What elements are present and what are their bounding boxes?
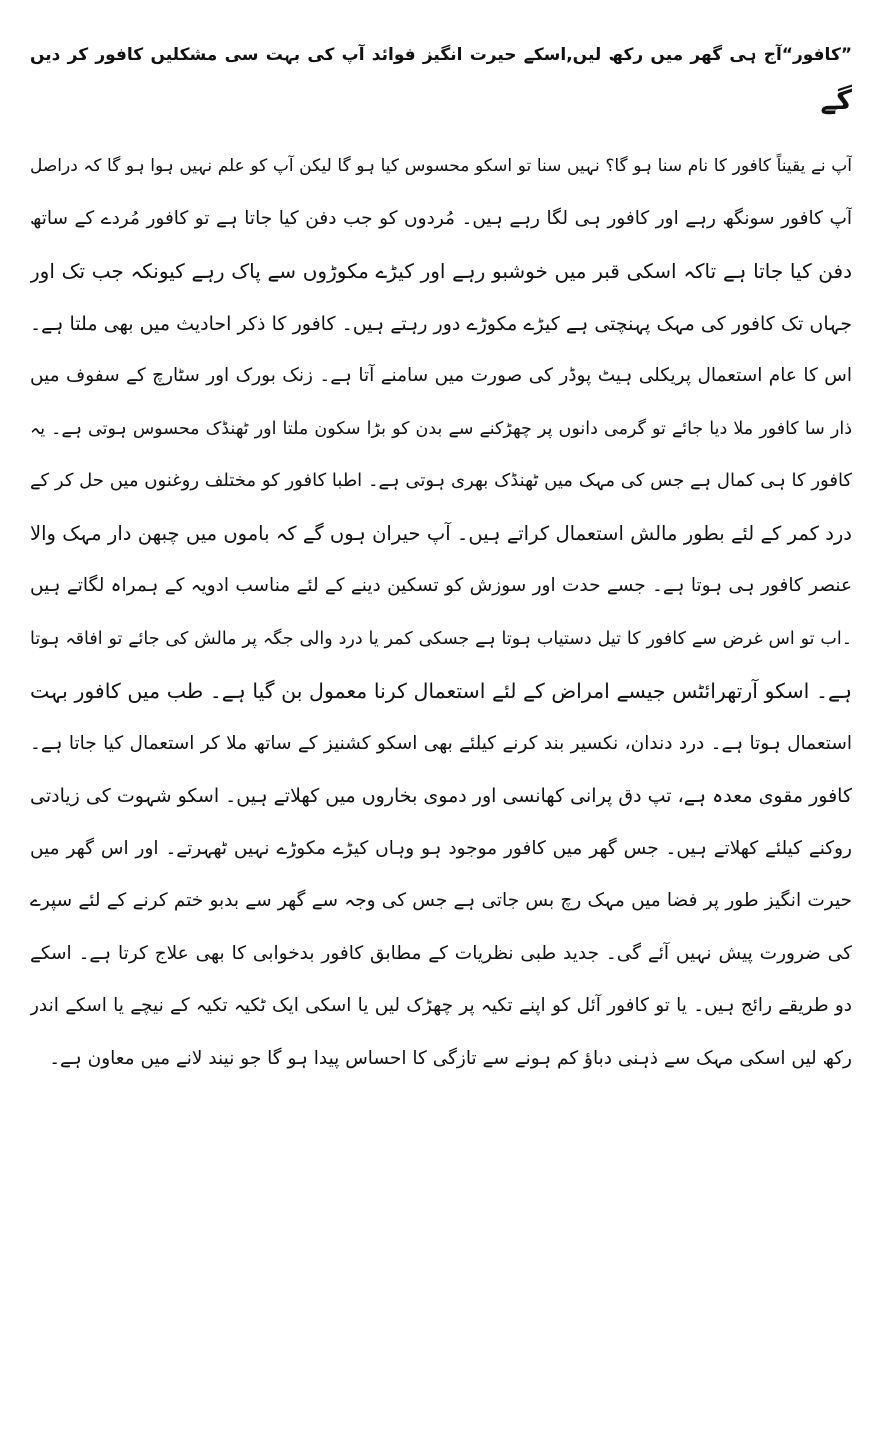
article-title	[30, 32, 852, 124]
body-line: دو طریقے رائج ہیں۔ یا تو کافور آئل کو اپنے تکیہ پر چھڑک لیں یا اسکی ایک ٹکیہ تکیہ کے نیچے یا اسکے اندر	[30, 995, 852, 1016]
body-line: درد کمر کے لئے بطور مالش استعمال کراتے ہیں۔ آپ حیران ہوں گے کہ باموں میں چبھن دار مہک والا	[30, 521, 852, 545]
body-line: رکھ لیں اسکی مہک سے ذہنی دباؤ کم ہونے سے تازگی کا احساس پیدا ہو گا جو نیند لانے میں معاون ہے۔	[49, 1047, 852, 1069]
body-line: استعمال ہوتا ہے۔ درد دندان، نکسیر بند کرنے کیلئے بھی اسکو کشنیز کے ساتھ ملا کر استعمال کیا جاتا ہے۔	[30, 732, 852, 754]
body-line: حیرت انگیز طور پر فضا میں مہک رچ بس جاتی ہے جس کی وجہ سے گھر سے بدبو ختم کرنے کے لئے سپرے	[30, 890, 852, 911]
body-line: عنصر کافور ہی ہوتا ہے۔ جسے حدت اور سوزش کو تسکین دینے کے لئے مناسب ادویہ کے ہمراہ لگاتے ہیں	[30, 575, 852, 596]
body-line: ہے۔ اسکو آرتھرائٹس جیسے امراض کے لئے استعمال کرنا معمول بن گیا ہے۔ طب میں کافور بہت	[30, 679, 852, 703]
body-line: اس کا عام استعمال پریکلی ہیٹ پوڈر کی صورت میں سامنے آتا ہے۔ زنک بورک اور سٹارچ کے سفوف میں	[30, 365, 852, 386]
body-line: جہاں تک کافور کی مہک پہنچتی ہے کیڑے مکوڑے دور رہتے ہیں۔ کافور کا ذکر احادیث میں بھی ملتا ہے۔	[30, 312, 852, 335]
body-line: ۔اب تو اس غرض سے کافور کا تیل دستیاب ہوتا ہے جسکی کمر یا درد والی جگہ پر مالش کی جائے تو افاقہ ہوتا	[30, 628, 852, 649]
title-line: ”کافور“آج ہی گھر میں رکھ لیں,اسکے حیرت انگیز فوائد آپ کی بہت سی مشکلیں کافور کر دیں	[30, 45, 852, 65]
article-body	[30, 140, 852, 1085]
body-line: آپ نے یقیناً کافور کا نام سنا ہو گا؟ نہیں سنا تو اسکو محسوس کیا ہو گا لیکن آپ کو علم نہیں ہوا ہو گا کہ دراصل	[30, 156, 852, 176]
body-line: آپ کافور سونگھ رہے اور کافور ہی لگا رہے ہیں۔ مُردوں کو جب دفن کیا جاتا ہے تو کافور مُردے کے ساتھ	[30, 207, 852, 229]
body-line: کی ضرورت پیش نہیں آئے گی۔ جدید طبی نظریات کے مطابق کافور بدخوابی کا بھی علاج کرتا ہے۔ اسکے	[30, 942, 852, 964]
body-line: کافور کا ہی کمال ہے جس کی مہک میں ٹھنڈک بھری ہوتی ہے۔ اطبا کافور کو مختلف روغنوں میں حل کر کے	[30, 470, 852, 491]
body-line: روکنے کیلئے کھلاتے ہیں۔ جس گھر میں کافور موجود ہو وہاں کیڑے مکوڑے نہیں ٹھہرتے۔ اور اس گھر میں	[30, 837, 852, 859]
body-line: کافور مقوی معدہ ہے، تپ دق پرانی کھانسی اور دموی بخاروں میں کھلاتے ہیں۔ اسکو شہوت کی زیادتی	[30, 785, 852, 807]
body-line: ذار سا کافور ملا دیا جائے تو گرمی دانوں پر چھڑکنے سے بدن کو بڑا سکون ملتا اور ٹھنڈک محسوس ہوتی ہے۔ یہ	[30, 418, 852, 439]
body-line: دفن کیا جاتا ہے تاکہ اسکی قبر میں خوشبو رہے اور کیڑے مکوڑوں سے پاک رہے کیونکہ جب تک اور	[30, 259, 852, 283]
title-line: گے	[820, 85, 852, 116]
